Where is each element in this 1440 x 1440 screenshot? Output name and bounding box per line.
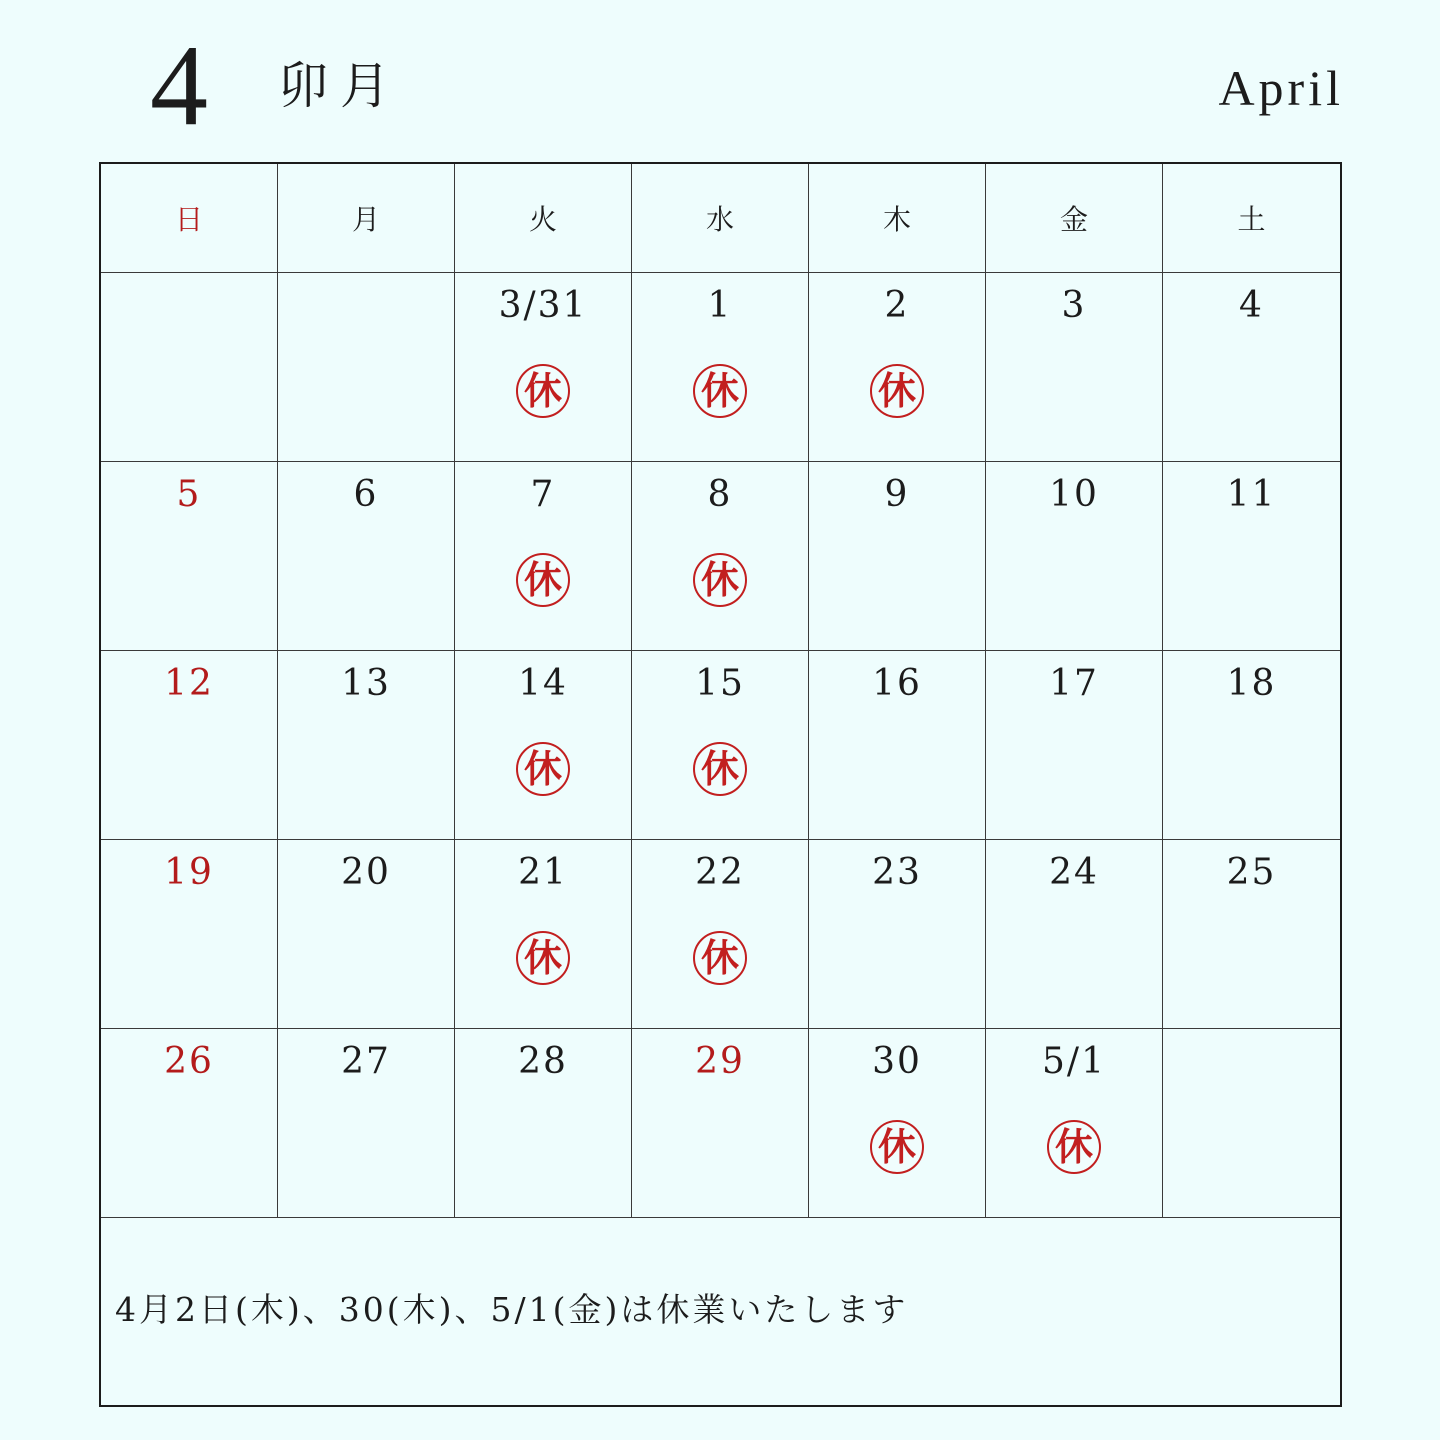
- day-cell: [278, 651, 455, 840]
- day-number: 14: [518, 663, 568, 704]
- day-number: 27: [341, 1041, 391, 1082]
- day-number: 3/31: [498, 285, 588, 326]
- closed-stamp-icon: 休: [516, 553, 570, 607]
- day-cell: [455, 273, 632, 462]
- day-cell: [1163, 840, 1340, 1029]
- day-cell: [278, 1029, 455, 1218]
- day-cell: [455, 1029, 632, 1218]
- day-cell: [986, 651, 1163, 840]
- day-number: 26: [164, 1041, 214, 1082]
- weekday-header: 日: [101, 164, 278, 273]
- day-cell: [632, 1029, 809, 1218]
- day-number: 8: [707, 474, 733, 515]
- day-cell: [101, 1029, 278, 1218]
- day-cell: [1163, 651, 1340, 840]
- day-cell: [455, 840, 632, 1029]
- day-cell: [455, 651, 632, 840]
- day-cell: [809, 651, 986, 840]
- day-cell: [809, 462, 986, 651]
- month-name-english: April: [1218, 60, 1344, 116]
- day-number: 11: [1226, 474, 1277, 515]
- day-cell: [455, 462, 632, 651]
- day-number: 25: [1226, 852, 1277, 893]
- day-cell: [632, 273, 809, 462]
- day-number: 19: [164, 852, 214, 893]
- day-number: 29: [695, 1041, 745, 1082]
- day-cell: [278, 462, 455, 651]
- day-cell: [986, 840, 1163, 1029]
- day-cell: [986, 1029, 1163, 1218]
- day-cell: [986, 462, 1163, 651]
- calendar-grid: [101, 164, 1340, 1218]
- day-number: 17: [1049, 663, 1099, 704]
- closed-stamp-icon: 休: [693, 742, 747, 796]
- closed-stamp-icon: 休: [870, 364, 924, 418]
- day-number: 6: [353, 474, 379, 515]
- day-cell: [632, 651, 809, 840]
- weekday-header: 土: [1163, 164, 1340, 273]
- day-number: 12: [164, 663, 214, 704]
- weekday-header: 火: [455, 164, 632, 273]
- day-cell: [101, 462, 278, 651]
- day-number: 24: [1049, 852, 1099, 893]
- day-number: 18: [1226, 663, 1277, 704]
- day-cell: [1163, 462, 1340, 651]
- weekday-header: 水: [632, 164, 809, 273]
- month-number: 4: [150, 22, 208, 150]
- day-cell: [632, 462, 809, 651]
- day-number: 16: [872, 663, 922, 704]
- closed-stamp-icon: 休: [693, 364, 747, 418]
- day-number: 5/1: [1042, 1041, 1106, 1082]
- day-number: 21: [518, 852, 568, 893]
- closed-stamp-icon: 休: [516, 931, 570, 985]
- day-number: 9: [884, 474, 910, 515]
- day-number: 15: [695, 663, 745, 704]
- day-cell: [278, 840, 455, 1029]
- calendar-table: [99, 162, 1342, 1407]
- day-cell: [986, 273, 1163, 462]
- closed-stamp-icon: 休: [693, 553, 747, 607]
- closed-stamp-icon: 休: [516, 742, 570, 796]
- day-cell: [809, 1029, 986, 1218]
- day-cell: [101, 840, 278, 1029]
- day-number: 13: [341, 663, 391, 704]
- day-cell: [101, 273, 278, 462]
- closed-stamp-icon: 休: [870, 1120, 924, 1174]
- closed-stamp-icon: 休: [516, 364, 570, 418]
- day-number: 10: [1049, 474, 1099, 515]
- day-number: 23: [872, 852, 922, 893]
- day-number: 4: [1239, 285, 1264, 326]
- day-cell: [632, 840, 809, 1029]
- weekday-header: 月: [278, 164, 455, 273]
- day-cell: [278, 273, 455, 462]
- day-number: 1: [707, 285, 733, 326]
- day-number: 30: [872, 1041, 922, 1082]
- day-cell: [101, 651, 278, 840]
- day-number: 28: [518, 1041, 568, 1082]
- notice-area: [101, 1218, 1340, 1405]
- closed-stamp-icon: 休: [693, 931, 747, 985]
- closure-notice: 4月2日(木)、30(木)、5/1(金)は休業いたします: [115, 1290, 909, 1329]
- day-number: 22: [695, 852, 745, 893]
- day-number: 7: [530, 474, 556, 515]
- day-cell: [1163, 1029, 1340, 1218]
- day-cell: [1163, 273, 1340, 462]
- closed-stamp-icon: 休: [1047, 1120, 1101, 1174]
- day-number: 2: [884, 285, 910, 326]
- day-number: 3: [1061, 285, 1087, 326]
- calendar-header: [0, 0, 1440, 160]
- day-number: 20: [341, 852, 391, 893]
- day-cell: [809, 273, 986, 462]
- day-cell: [809, 840, 986, 1029]
- weekday-header: 木: [809, 164, 986, 273]
- day-number: 5: [176, 474, 202, 515]
- weekday-header: 金: [986, 164, 1163, 273]
- month-name-japanese: 卯月: [278, 57, 402, 115]
